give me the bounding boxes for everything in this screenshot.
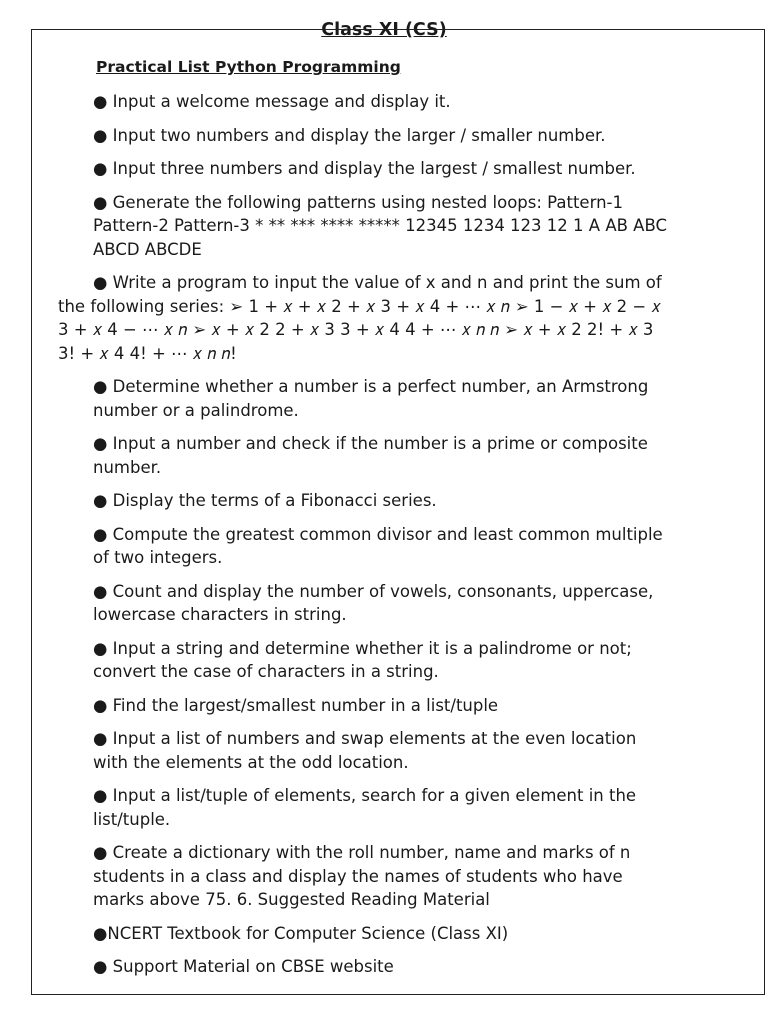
list-item-patterns: ● Generate the following patterns using nested loops: Pattern-1 Pattern-2 Pattern-3 * ** *** **** ***** 12345 1234 123 12 1 A AB ABC ABCD ABCDE: [93, 192, 668, 259]
list-item-fibonacci: ● Display the terms of a Fibonacci series.: [93, 491, 437, 510]
list-item-three-numbers: ● Input three numbers and display the largest / smallest number.: [93, 159, 636, 178]
document-title: Class XI (CS): [321, 20, 447, 40]
list-item-two-numbers: ● Input two numbers and display the larger / smaller number.: [93, 125, 606, 145]
list-item-string-palindrome: ● Input a string and determine whether it is a palindrome or not; convert the case of characters in a string.: [93, 638, 632, 681]
list-item-count-characters: ● Count and display the number of vowels, consonants, uppercase, lowercase characters in string.: [93, 581, 654, 624]
list-item-perfect-armstrong: ● Determine whether a number is a perfect number, an Armstrong number or a palindrome.: [93, 377, 649, 420]
list-item-welcome-message: ● Input a welcome message and display it.: [93, 92, 451, 111]
list-item-dictionary-students: ● Create a dictionary with the roll number, name and marks of n students in a class and display the names of students who have marks above 75. 6. Suggested Reading Material: [93, 843, 631, 909]
list-item-search-element: ● Input a list/tuple of elements, search for a given element in the list/tuple.: [93, 786, 637, 829]
list-item-support-material: ● Support Material on CBSE website: [93, 957, 394, 976]
list-item-largest-smallest-list: ● Find the largest/smallest number in a list/tuple: [93, 695, 499, 715]
list-item-swap-elements: ● Input a list of numbers and swap elements at the even location with the elements at the odd location.: [93, 729, 637, 772]
list-item-series-sum: ● Write a program to input the value of x and n and print the sum of the following series: ➢ 1 + 𝑥 + 𝑥 2 + 𝑥 3 + 𝑥 4 + ⋯ 𝑥 𝑛 ➢ 1 − 𝑥 + 𝑥 2 − 𝑥 3 + 𝑥 4 − ⋯ 𝑥 𝑛 ➢ 𝑥 + 𝑥 2 2 + 𝑥 3 3 + 𝑥 4 4 + ⋯ 𝑥 𝑛 𝑛 ➢ 𝑥 + 𝑥 2 2! + 𝑥 3 3! + 𝑥 4 4! + ⋯ 𝑥 𝑛 𝑛!: [58, 273, 662, 363]
list-item-ncert-textbook: ●NCERT Textbook for Computer Science (Class XI): [93, 923, 509, 943]
list-item-prime-composite: ● Input a number and check if the number is a prime or composite number.: [93, 434, 648, 477]
list-item-gcd-lcm: ● Compute the greatest common divisor and least common multiple of two integers.: [93, 524, 663, 567]
practical-list-heading: Practical List Python Programming: [96, 58, 401, 76]
practical-list: [58, 90, 670, 989]
